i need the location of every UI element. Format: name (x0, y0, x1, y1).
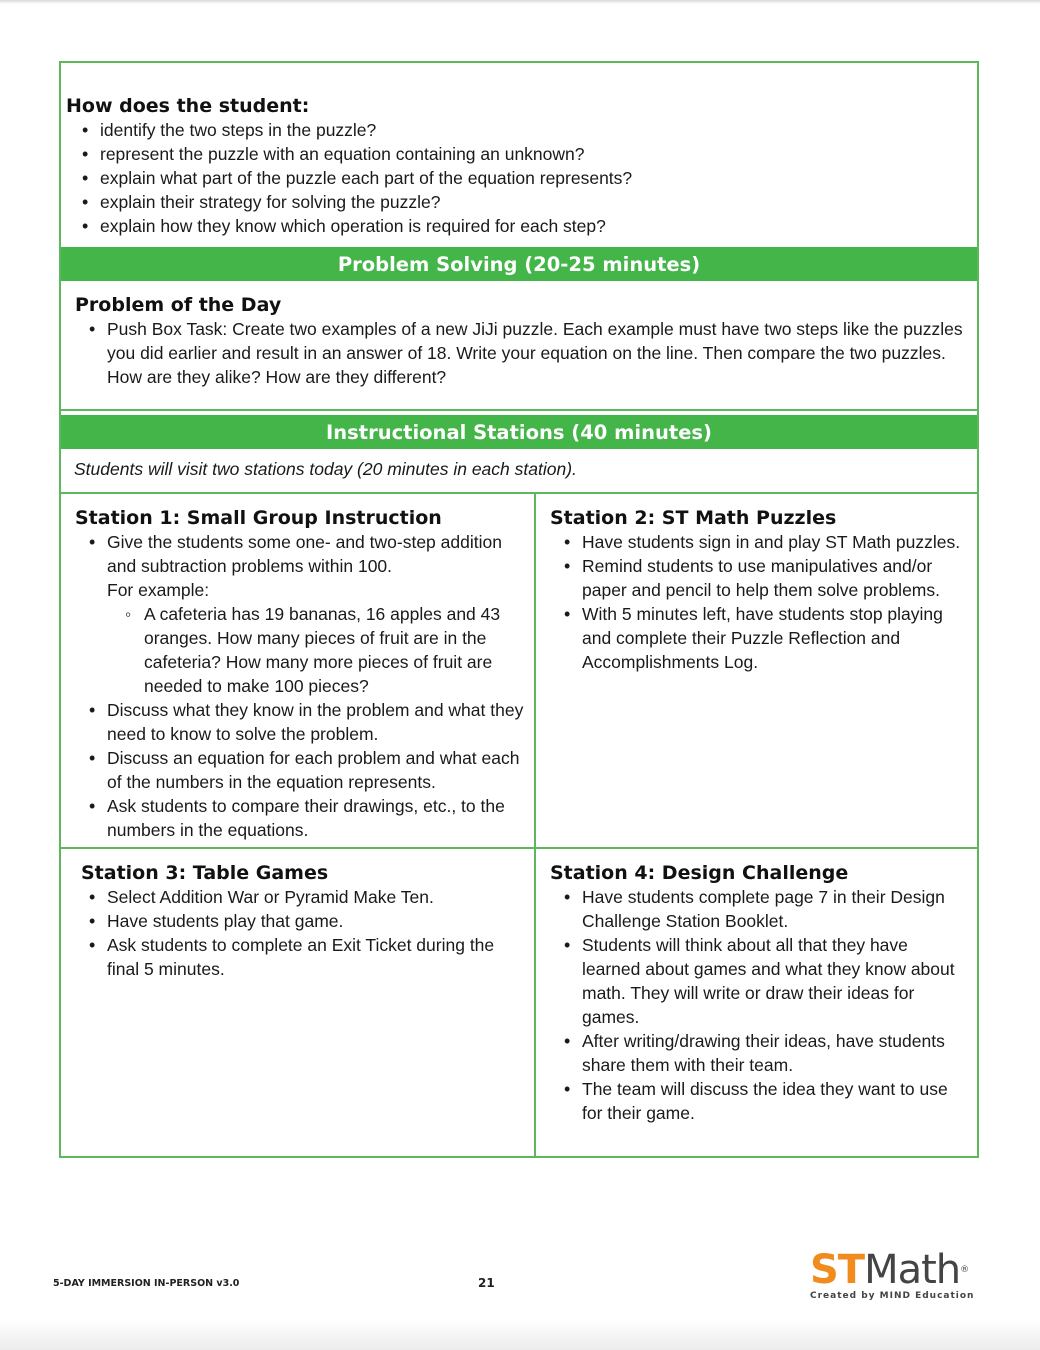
station-1-sublist (124, 602, 525, 698)
logo-math: Math (864, 1247, 961, 1293)
problem-of-day-section (75, 293, 965, 389)
divider (61, 847, 977, 849)
list-item: ◦ A cafeteria has 19 bananas, 16 apples and 43 oranges. How many pieces of fruit are in the cafeteria? How many more pieces of fruit are needed to make 100 pieces? (124, 602, 525, 698)
station-1-list (87, 530, 525, 842)
page-bottom-edge (0, 1320, 1040, 1350)
list-item: • The team will discuss the idea they want to use for their game. (562, 1077, 970, 1125)
column-divider (534, 492, 536, 1158)
stations-note: Students will visit two stations today (20 minutes in each station). (74, 459, 577, 479)
station-2-list (562, 530, 965, 674)
list-item: • Discuss an equation for each problem and what each of the numbers in the equation represents. (87, 746, 525, 794)
station-2 (550, 506, 965, 674)
station-1 (75, 506, 525, 842)
registered-mark: ® (960, 1265, 969, 1275)
list-item: • Select Addition War or Pyramid Make Ten. (87, 885, 521, 909)
list-item: • explain their strategy for solving the puzzle? (80, 190, 966, 214)
list-item: • Students will think about all that they have learned about games and what they know about math. They will write or draw their ideas for games. (562, 933, 970, 1029)
list-item: • Discuss what they know in the problem and what they need to know to solve the problem. (87, 698, 525, 746)
station-4-list (562, 885, 970, 1125)
example-label: For example: (107, 580, 210, 600)
page-top-edge (0, 0, 1040, 4)
list-item: • Have students sign in and play ST Math puzzles. (562, 530, 965, 554)
list-item (87, 530, 525, 698)
list-item: • Have students play that game. (87, 909, 521, 933)
station-4-title: Station 4: Design Challenge (550, 862, 849, 884)
problem-of-day-list (87, 317, 965, 389)
station-1-title: Station 1: Small Group Instruction (75, 507, 442, 529)
list-item-text: Give the students some one- and two-step addition and subtraction problems within 100. (107, 532, 502, 576)
station-4 (550, 861, 970, 1125)
logo-tagline: Created by MIND Education (810, 1291, 975, 1301)
list-item: • identify the two steps in the puzzle? (80, 118, 966, 142)
station-3 (81, 861, 521, 981)
station-3-title: Station 3: Table Games (81, 862, 329, 884)
list-item: • Remind students to use manipulatives and/or paper and pencil to help them solve problems. (562, 554, 965, 602)
assessment-section (66, 94, 966, 238)
problem-solving-bar: Problem Solving (20-25 minutes) (61, 247, 977, 281)
list-item: • Have students complete page 7 in their Design Challenge Station Booklet. (562, 885, 970, 933)
list-item: • Ask students to compare their drawings, etc., to the numbers in the equations. (87, 794, 525, 842)
assessment-list (80, 118, 966, 238)
list-item: • explain what part of the puzzle each part of the equation represents? (80, 166, 966, 190)
page-number: 21 (478, 1276, 495, 1290)
list-item: • Push Box Task: Create two examples of a new JiJi puzzle. Each example must have two steps like the puzzles you did earlier and result in an answer of 18. Write your equation on the line. Then compare the two puzzles. How are they alike? How are they different? (87, 317, 965, 389)
divider (61, 492, 977, 494)
list-item: • With 5 minutes left, have students stop playing and complete their Puzzle Reflection and Accomplishments Log. (562, 602, 965, 674)
st-math-logo (810, 1248, 980, 1301)
lesson-table (59, 61, 979, 1158)
problem-of-day-heading: Problem of the Day (75, 294, 282, 316)
station-2-title: Station 2: ST Math Puzzles (550, 507, 837, 529)
footer-doc-title: 5-DAY IMMERSION IN-PERSON v3.0 (53, 1278, 240, 1289)
list-item: • After writing/drawing their ideas, have students share them with their team. (562, 1029, 970, 1077)
logo-wordmark (810, 1248, 980, 1292)
list-item: • explain how they know which operation is required for each step? (80, 214, 966, 238)
instructional-stations-bar: Instructional Stations (40 minutes) (61, 415, 977, 449)
assessment-heading: How does the student: (66, 95, 310, 117)
list-item: • represent the puzzle with an equation containing an unknown? (80, 142, 966, 166)
logo-st: ST (810, 1247, 865, 1293)
divider (61, 409, 977, 411)
list-item: • Ask students to complete an Exit Ticket during the final 5 minutes. (87, 933, 521, 981)
station-3-list (87, 885, 521, 981)
